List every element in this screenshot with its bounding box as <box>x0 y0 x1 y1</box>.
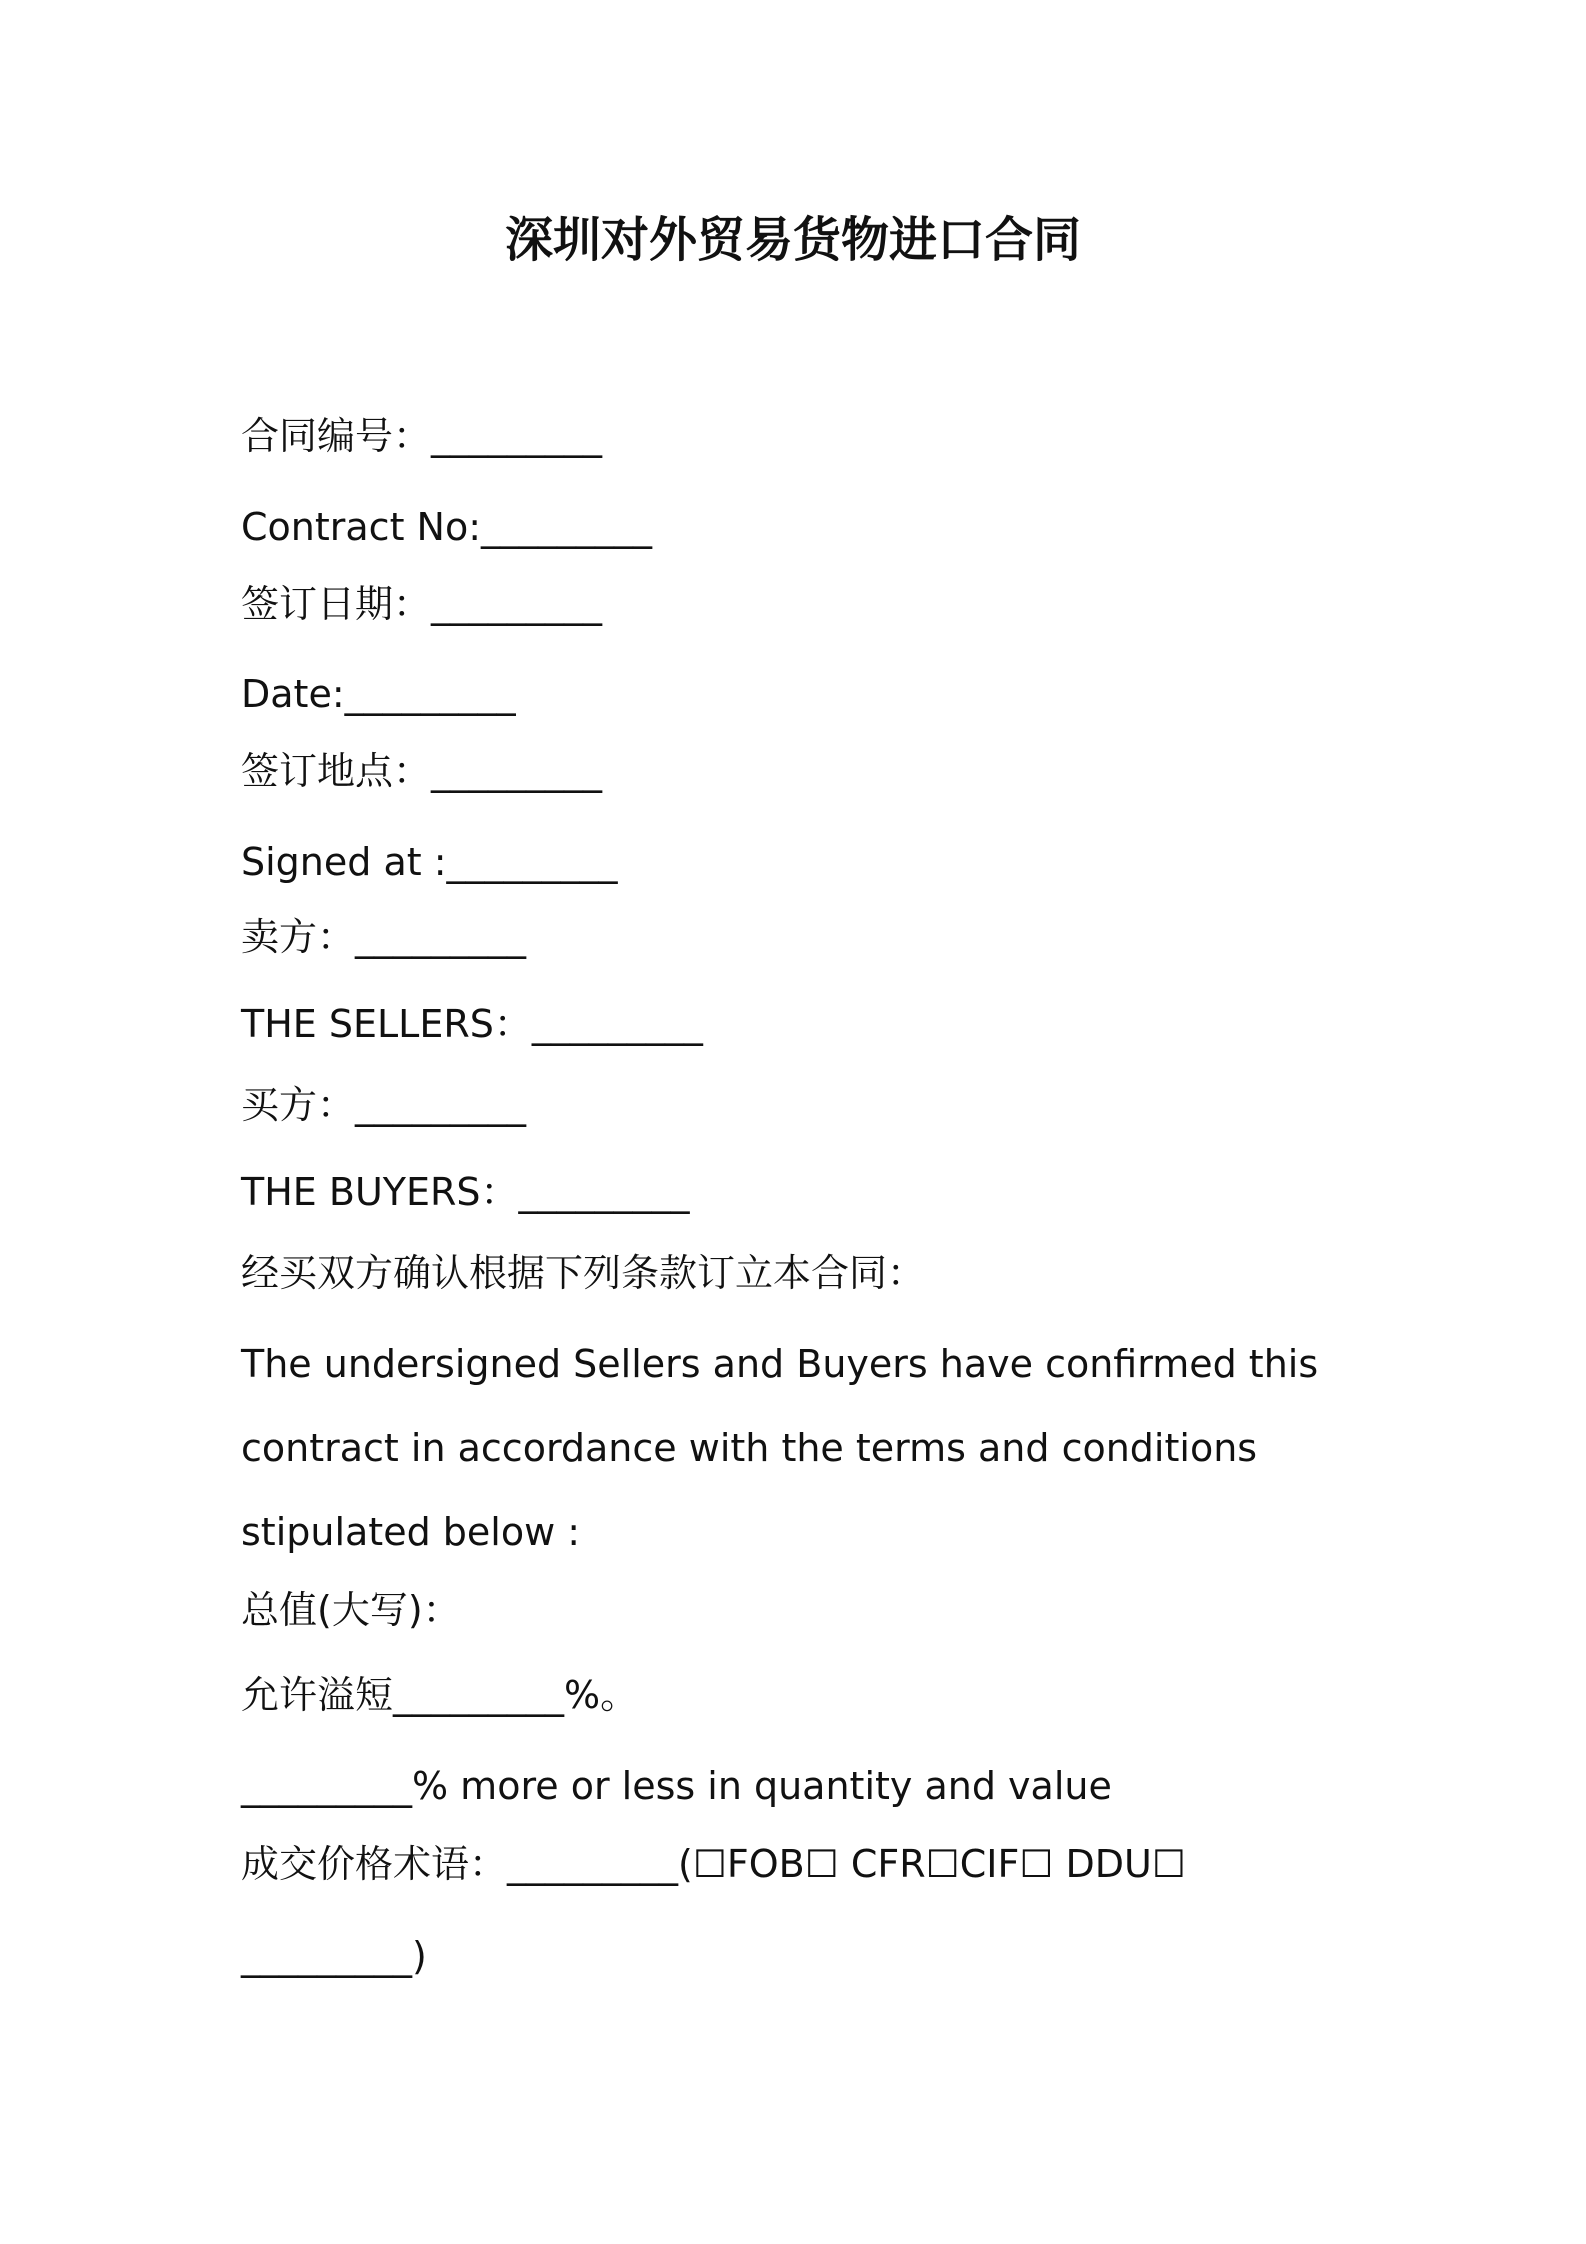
sign-date-en: Date:_________ <box>241 672 516 716</box>
seller-cn: 卖方：_________ <box>241 915 527 959</box>
total-value-cn: 总值(大写)： <box>241 1588 461 1632</box>
buyer-en: THE BUYERS：_________ <box>241 1170 690 1214</box>
buyer-cn: 买方：_________ <box>241 1083 527 1127</box>
agreement-statement-en-1: The undersigned Sellers and Buyers have confirmed this <box>241 1342 1319 1386</box>
document-title: 深圳对外贸易货物进口合同 <box>504 212 1081 268</box>
trade-terms-cn: 成交价格术语：_________(☐FOB☐ CFR☐CIF☐ DDU☐ <box>241 1842 1186 1886</box>
sign-place-en: Signed at :_________ <box>241 840 618 884</box>
seller-en: THE SELLERS：_________ <box>241 1002 703 1046</box>
trade-terms-continued: _________) <box>241 1934 427 1978</box>
agreement-statement-en-2: contract in accordance with the terms and conditions <box>241 1426 1258 1470</box>
sign-date-cn: 签订日期：_________ <box>241 582 603 626</box>
sign-place-cn: 签订地点：_________ <box>241 749 603 793</box>
agreement-statement-en-3: stipulated below : <box>241 1510 581 1554</box>
tolerance-cn: 允许溢短_________%。 <box>241 1673 639 1717</box>
agreement-statement-cn: 经买双方确认根据下列条款订立本合同： <box>241 1251 926 1295</box>
contract-number-en: Contract No:_________ <box>241 505 653 549</box>
contract-number-cn: 合同编号：_________ <box>241 414 603 458</box>
tolerance-en: _________% more or less in quantity and value <box>241 1764 1112 1808</box>
